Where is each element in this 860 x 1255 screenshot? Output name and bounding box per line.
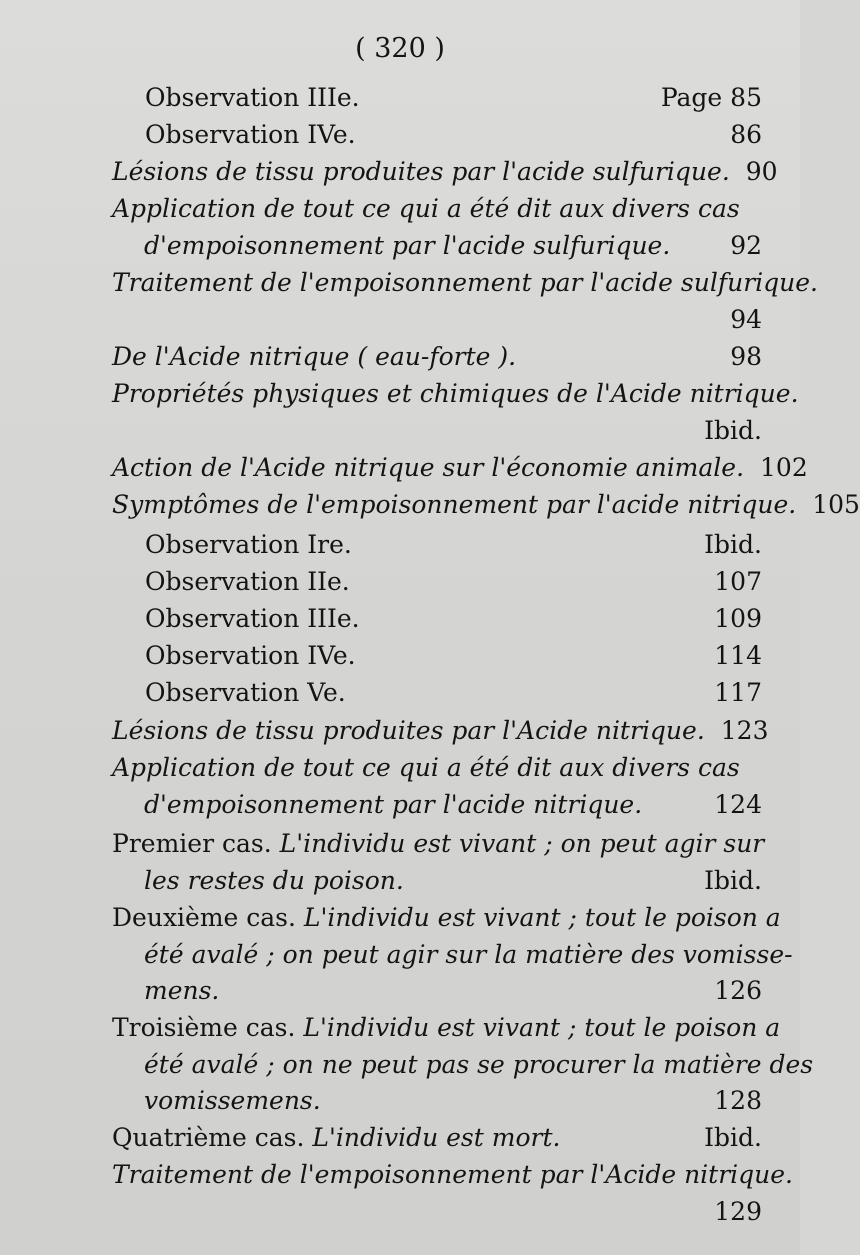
entry-title: Observation IIIe.: [145, 83, 360, 112]
entry-title: Lésions de tissu produites par l'acide sulfurique.: [112, 157, 730, 186]
toc-entry: [112, 376, 799, 449]
entry-page: 109: [714, 604, 762, 633]
toc-entry: [145, 601, 762, 638]
toc-entry: [145, 675, 762, 712]
toc-entry: [145, 117, 762, 154]
entry-page: 105: [812, 490, 860, 519]
entry-page: 117: [714, 678, 762, 707]
entry-title: Observation IIe.: [145, 567, 350, 596]
entry-page: 128: [714, 1086, 762, 1116]
entry-title: Observation Ve.: [145, 678, 346, 707]
entry-title: L'individu est vivant ; on peut agir sur: [279, 829, 765, 858]
entry-title: Application de tout ce qui a été dit aux divers cas: [112, 753, 740, 782]
entry-title: Observation IVe.: [145, 120, 356, 149]
entry-title-continued: d'empoisonnement par l'acide sulfurique.: [144, 230, 671, 260]
entry-title: L'individu est mort.: [312, 1123, 561, 1152]
entry-page: Page 85: [660, 83, 762, 112]
entry-line: [112, 1010, 780, 1047]
entry-title-continued: vomissemens.: [144, 1086, 321, 1116]
entry-page: 126: [714, 976, 762, 1006]
entry-title: Symptômes de l'empoisonnement par l'acide nitrique.: [112, 490, 797, 519]
entry-title: Traitement de l'empoisonnement par l'acide sulfurique.: [112, 268, 818, 297]
toc-entry: [145, 638, 762, 675]
entry-page: 86: [730, 120, 762, 149]
entry-page: Ibid.: [704, 530, 762, 559]
toc-entry: [112, 265, 818, 338]
entry-page: 98: [730, 342, 762, 371]
entry-title: Application de tout ce qui a été dit aux divers cas: [112, 194, 740, 223]
case-label: Premier cas.: [112, 829, 272, 858]
entry-title-continued: les restes du poison.: [144, 865, 404, 895]
entry-title: Lésions de tissu produites par l'Acide nitrique.: [112, 716, 705, 745]
toc-entry: [112, 191, 762, 264]
case-label: Quatrième cas.: [112, 1123, 305, 1152]
toc-entry: [112, 339, 762, 376]
toc-entry: [112, 826, 765, 899]
entry-title: Observation IVe.: [145, 641, 356, 670]
entry-title-continued: d'empoisonnement par l'acide nitrique.: [144, 789, 643, 819]
toc-entry: [112, 900, 793, 1010]
toc-entry: [112, 487, 860, 524]
entry-line: [112, 1120, 560, 1157]
entry-line: [112, 826, 764, 863]
toc-entry: [112, 713, 769, 750]
entry-title: Propriétés physiques et chimiques de l'Acide nitrique.: [112, 379, 799, 408]
toc-entry: [112, 154, 778, 191]
toc-entry: [145, 527, 762, 564]
entry-page: Ibid.: [704, 1123, 762, 1152]
toc-entry: [112, 750, 762, 823]
entry-page: 107: [714, 567, 762, 596]
entry-line: [112, 900, 781, 937]
entry-title: Observation Ire.: [145, 530, 352, 559]
entry-page: 123: [720, 716, 769, 745]
entry-page: 92: [730, 230, 762, 260]
toc-entry: [145, 564, 762, 601]
entry-title: L'individu est vivant ; tout le poison a: [303, 903, 781, 932]
entry-page: 90: [745, 157, 778, 186]
entry-title: Action de l'Acide nitrique sur l'économie animale.: [112, 453, 745, 482]
entry-title: L'individu est vivant ; tout le poison a: [303, 1013, 781, 1042]
entry-page: 129: [714, 1196, 762, 1226]
toc-entry: [112, 450, 808, 487]
entry-page: Ibid.: [704, 865, 762, 895]
entry-title-continued: mens.: [144, 976, 220, 1006]
entry-page: Ibid.: [704, 415, 762, 445]
entry-page: 124: [714, 789, 762, 819]
entry-page: 114: [714, 641, 762, 670]
entry-title-continued: été avalé ; on ne peut pas se procurer la matière des: [144, 1049, 814, 1079]
case-label: Deuxième cas.: [112, 903, 296, 932]
entry-page: 94: [730, 304, 762, 334]
case-label: Troisième cas.: [112, 1013, 296, 1042]
entry-page: 102: [760, 453, 808, 482]
toc-entry: [145, 80, 762, 117]
toc-entry: [112, 1010, 814, 1120]
entry-title: Traitement de l'empoisonnement par l'Acide nitrique.: [112, 1160, 794, 1189]
toc-entry: [112, 1120, 762, 1157]
page-number: ( 320 ): [355, 33, 445, 64]
entry-title: De l'Acide nitrique ( eau-forte ).: [112, 342, 517, 371]
entry-title-continued: été avalé ; on peut agir sur la matière des vomisse-: [144, 939, 793, 969]
entry-title: Observation IIIe.: [145, 604, 360, 633]
toc-entry: [112, 1157, 794, 1230]
